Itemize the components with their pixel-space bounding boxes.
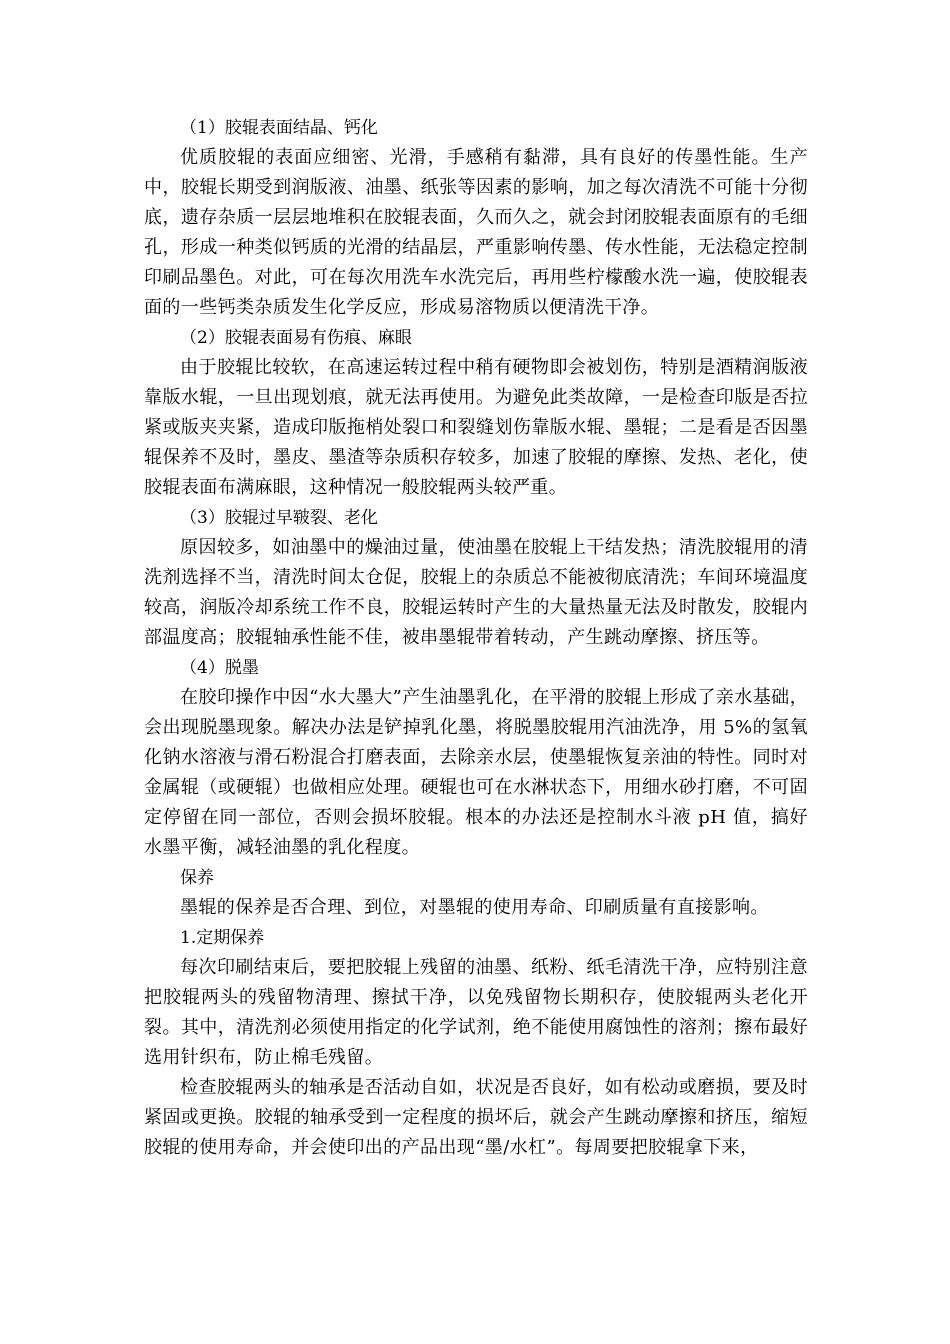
para-cracking: 原因较多，如油墨中的燥油过量，使油墨在胶辊上干结发热；清洗胶辊用的清洗剂选择不当，清洗时间太仓促，胶辊上的杂质总不能被彻底清洗；车间环境温度较高，润版冷却系统工作不良，胶辊运转时产生的大量热量无法及时散发，胶辊内部温度高；胶辊轴承性能不佳，被串墨辊带着转动，产生跳动摩擦、挤压等。 xyxy=(144,537,808,648)
para-regular-cleaning: 每次印刷结束后，要把胶辊上残留的油墨、纸粉、纸毛清洗干净，应特别注意把胶辊两头的残留物清理、擦拭干净，以免残留物长期积存，使胶辊两头老化开裂。其中，清洗剂必须使用指定的化学试剂，绝不能使用腐蚀性的溶剂；擦布最好选用针织布，防止棉毛残留。 xyxy=(144,957,808,1068)
heading-regular-maintenance: 1.定期保养 xyxy=(180,928,265,948)
heading-ink-stripping: （4）脱墨 xyxy=(180,658,259,678)
para-scratches: 由于胶辊比较软，在高速运转过程中稍有硬物即会被划伤，特别是酒精润版液靠版水辊，一旦出现划痕，就无法再使用。为避免此类故障，一是检查印版是否拉紧或版夹夹紧，造成印版拖梢处裂口和裂缝划伤靠版水辊、墨辊；二是看是否因墨辊保养不及时，墨皮、墨渣等杂质积存较多，加速了胶辊的摩擦、发热、老化，使胶辊表面布满麻眼，这种情况一般胶辊两头较严重。 xyxy=(144,357,808,498)
para-bearing-check: 检查胶辊两头的轴承是否活动自如，状况是否良好，如有松动或磨损，要及时紧固或更换。胶辊的轴承受到一定程度的损坏后，就会产生跳动摩擦和挤压，缩短胶辊的使用寿命，并会使印出的产品出现“墨/水杠”。每周要把胶辊拿下来， xyxy=(144,1077,808,1158)
heading-maintenance: 保养 xyxy=(180,868,214,888)
heading-scratches: （2）胶辊表面易有伤痕、麻眼 xyxy=(180,328,412,348)
heading-surface-crystallization: （1）胶辊表面结晶、钙化 xyxy=(180,118,378,138)
heading-cracking: （3）胶辊过早皲裂、老化 xyxy=(180,508,378,528)
para-maintenance-intro: 墨辊的保养是否合理、到位，对墨辊的使用寿命、印刷质量有直接影响。 xyxy=(180,897,769,918)
para-crystallization: 优质胶辊的表面应细密、光滑，手感稍有黏滞，具有良好的传墨性能。生产中，胶辊长期受到润版液、油墨、纸张等因素的影响，加之每次清洗不可能十分彻底，遗存杂质一层层地堆积在胶辊表面，久而久之，就会封闭胶辊表面原有的毛细孔，形成一种类似钙质的光滑的结晶层，严重影响传墨、传水性能，无法稳定控制印刷品墨色。对此，可在每次用洗车水洗完后，再用些柠檬酸水洗一遍，使胶辊表面的一些钙类杂质发生化学反应，形成易溶物质以便清洗干净。 xyxy=(144,147,808,318)
document-page xyxy=(144,113,808,1163)
para-ink-stripping: 在胶印操作中因“水大墨大”产生油墨乳化，在平滑的胶辊上形成了亲水基础，会出现脱墨现象。解决办法是铲掉乳化墨，将脱墨胶辊用汽油洗净，用 5%的氢氧化钠水溶液与滑石粉混合打磨表面，去除亲水层，使墨辊恢复亲油的特性。同时对金属辊（或硬辊）也做相应处理。硬辊也可在水淋状态下，用细水砂打磨，不可固定停留在同一部位，否则会损坏胶辊。根本的办法还是控制水斗液 pH 值，搞好水墨平衡，减轻油墨的乳化程度。 xyxy=(144,687,808,858)
